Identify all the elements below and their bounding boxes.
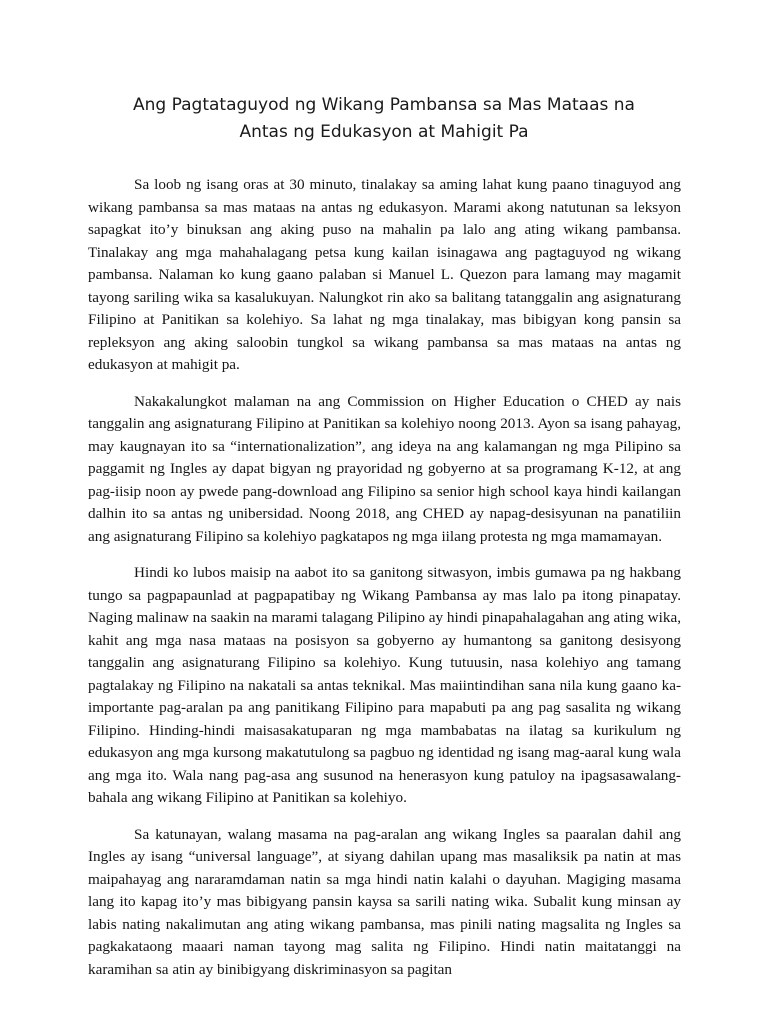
- document-title: [60, 92, 708, 146]
- document-body: [88, 174, 681, 995]
- paragraph-4: Sa katunayan, walang masama na pag-aralan ang wikang Ingles sa paaralan dahil ang Ingles ay isang “universal language”, at siyang dahilan upang mas masaliksik pa natin at mas maipahayag ang nararamdaman natin sa mga hindi natin kalahi o dayuhan. Magiging masama lang ito kapag ito’y mas bibigyang pansin kaysa sa sarili nating wika. Subalit kung minsan ay labis nating nakalimutan ang ating wikang pambansa, mas pinili nating magsalita ng Ingles sa pagkakataong maaari naman tayong mag salita ng Filipino. Hindi natin maitatanggi na karamihan sa atin ay binibigyang diskriminasyon sa pagitan: [88, 825, 681, 978]
- title-line-1: Ang Pagtataguyod ng Wikang Pambansa sa Mas Mataas na: [133, 95, 635, 115]
- title-line-2: Antas ng Edukasyon at Mahigit Pa: [239, 122, 529, 142]
- paragraph-1: Sa loob ng isang oras at 30 minuto, tinalakay sa aming lahat kung paano tinaguyod ang wikang pambansa sa mas mataas na antas ng edukasyon. Marami akong natutunan sa leksyon sapagkat ito’y binuksan ang aking puso na mahalin pa lalo ang ating wikang pambansa. Tinalakay ang mga mahahalagang petsa kung kailan isinagawa ang pagtaguyod ng wikang pambansa. Nalaman ko kung gaano palaban si Manuel L. Quezon para lamang may magamit tayong sariling wika sa kasalukuyan. Nalungkot rin ako sa balitang tatanggalin ang asignaturang Filipino at Panitikan sa kolehiyo. Sa lahat ng mga tinalakay, mas bibigyan kong pansin sa repleksyon ang aking saloobin tungkol sa wikang pambansa sa mas mataas na antas ng edukasyon at mahigit pa.: [88, 176, 681, 373]
- paragraph-2: Nakakalungkot malaman na ang Commission on Higher Education o CHED ay nais tanggalin ang asignaturang Filipino at Panitikan sa kolehiyo noong 2013. Ayon sa isang pahayag, may kaugnayan ito sa “internationalization”, ang ideya na ang kalamangan ng mga Pilipino sa paggamit ng Ingles ay dapat bigyan ng prayoridad ng gobyerno at sa programang K-12, at ang pag-iisip noon ay pwede pang-download ang Filipino sa senior high school kaya hindi kailangan dalhin ito sa antas ng unibersidad. Noong 2018, ang CHED ay napag-desisyunan na panatiliin ang asignaturang Filipino sa kolehiyo pagkatapos ng mga iilang protesta ng mga mamamayan.: [88, 392, 681, 545]
- paragraph-3: Hindi ko lubos maisip na aabot ito sa ganitong sitwasyon, imbis gumawa pa ng hakbang tungo sa pagpapaunlad at pagpapatibay ng Wikang Pambansa ay mas lalo pa itong pinapatay. Naging malinaw na saakin na marami talagang Pilipino ay hindi pinapahalagahan ang ating wika, kahit ang mga nasa mataas na posisyon sa gobyerno ay humantong sa ganitong desisyong tanggalin ang asignaturang Filipino sa kolehiyo. Kung tutuusin, nasa kolehiyo ang tamang pagtalakay ng Filipino na nakatali sa antas teknikal. Mas maiintindihan sana nila kung gaano ka-importante pag-aralan pa ang panitikang Filipino para mapabuti pa ang pag sasalita ng wikang Filipino. Hinding-hindi maisasakatuparan ng mga mambabatas na ilatag sa kurikulum ng edukasyon ang mga kursong makatutulong sa pagbuo ng identidad ng isang mag-aaral kung wala ang mga ito. Wala nang pag-asa ang susunod na henerasyon kung patuloy na ipagsasawalang-bahala ang wikang Filipino at Panitikan sa kolehiyo.: [88, 564, 681, 806]
